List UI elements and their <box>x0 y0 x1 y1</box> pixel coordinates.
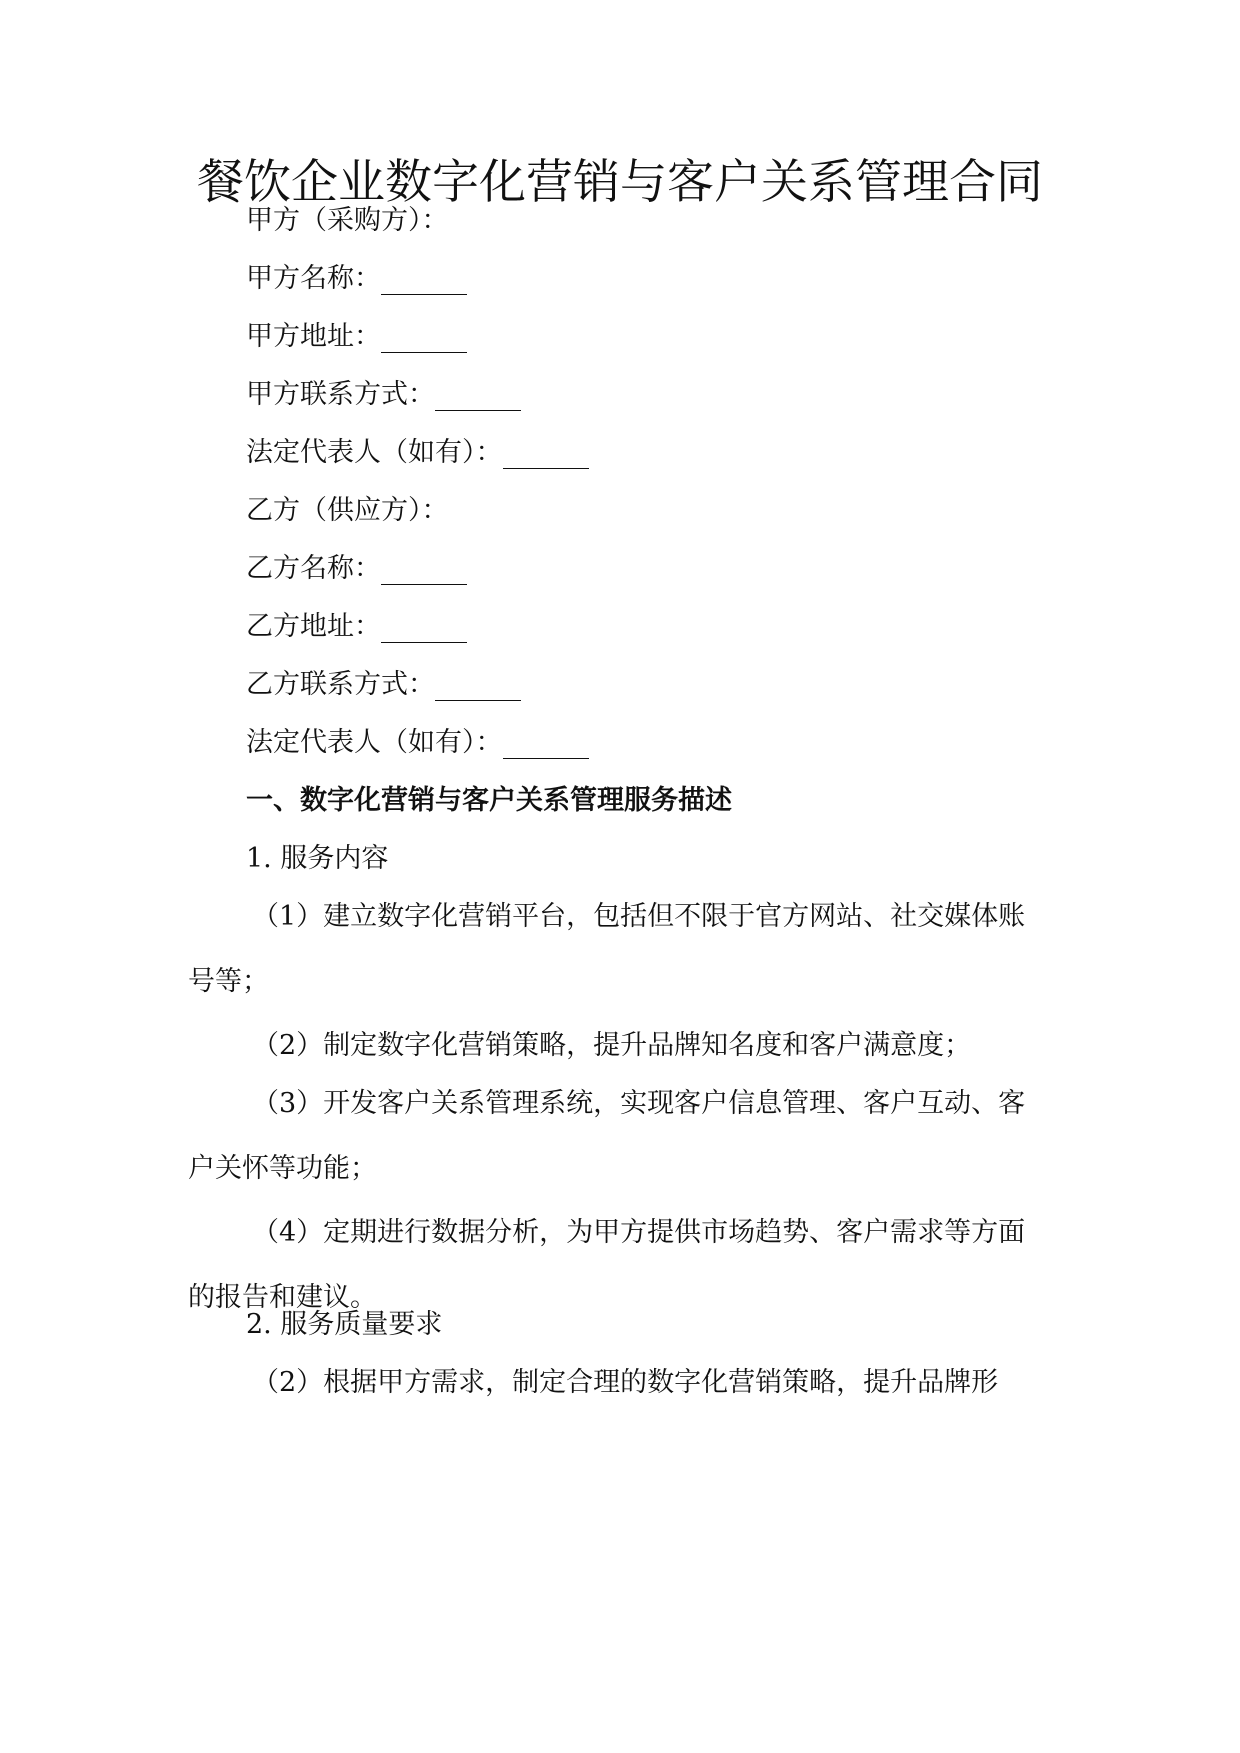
party-b-representative-row <box>246 723 589 763</box>
section-1-item-4: （4）定期进行数据分析，为甲方提供市场趋势、客户需求等方面的报告和建议。 <box>188 1217 1026 1313</box>
section-1-item-1: （1）建立数字化营销平台，包括但不限于官方网站、社交媒体账号等； <box>188 901 1026 997</box>
party-a-address-label: 甲方地址： <box>246 321 381 352</box>
party-b-representative-blank[interactable] <box>503 731 589 759</box>
party-a-representative-label: 法定代表人（如有）： <box>246 437 503 468</box>
party-a-contact-label: 甲方联系方式： <box>246 379 435 410</box>
party-a-contact-blank[interactable] <box>435 383 521 411</box>
party-a-address-blank[interactable] <box>381 325 467 353</box>
party-a-name-label: 甲方名称： <box>246 263 381 294</box>
party-b-name-blank[interactable] <box>381 557 467 585</box>
party-a-name-row <box>246 259 467 299</box>
section-1-item-2: （2）制定数字化营销策略，提升品牌知名度和客户满意度； <box>252 1030 972 1061</box>
party-a-address-row <box>246 317 467 357</box>
party-b-heading: 乙方（供应方）： <box>246 495 449 526</box>
party-a-name-blank[interactable] <box>381 267 467 295</box>
party-b-contact-blank[interactable] <box>435 673 521 701</box>
party-b-contact-label: 乙方联系方式： <box>246 669 435 700</box>
party-a-contact-row <box>246 375 521 415</box>
party-a-heading: 甲方（采购方）： <box>246 205 449 236</box>
section-1-item-5: （2）根据甲方需求，制定合理的数字化营销策略，提升品牌形 <box>252 1367 999 1398</box>
section-1-heading: 一、数字化营销与客户关系管理服务描述 <box>246 785 732 816</box>
party-b-name-label: 乙方名称： <box>246 553 381 584</box>
party-a-representative-row <box>246 433 589 473</box>
contract-title: 餐饮企业数字化营销与客户关系管理合同 <box>197 155 1043 210</box>
party-b-contact-row <box>246 665 521 705</box>
party-b-address-blank[interactable] <box>381 615 467 643</box>
section-1-item-3: （3）开发客户关系管理系统，实现客户信息管理、客户互动、客户关怀等功能； <box>188 1088 1026 1184</box>
party-b-address-row <box>246 607 467 647</box>
party-b-name-row <box>246 549 467 589</box>
party-b-address-label: 乙方地址： <box>246 611 381 642</box>
section-1-sub-2: 2. 服务质量要求 <box>246 1309 443 1340</box>
party-a-representative-blank[interactable] <box>503 441 589 469</box>
party-b-representative-label: 法定代表人（如有）： <box>246 727 503 758</box>
section-1-sub-1: 1. 服务内容 <box>246 843 389 874</box>
